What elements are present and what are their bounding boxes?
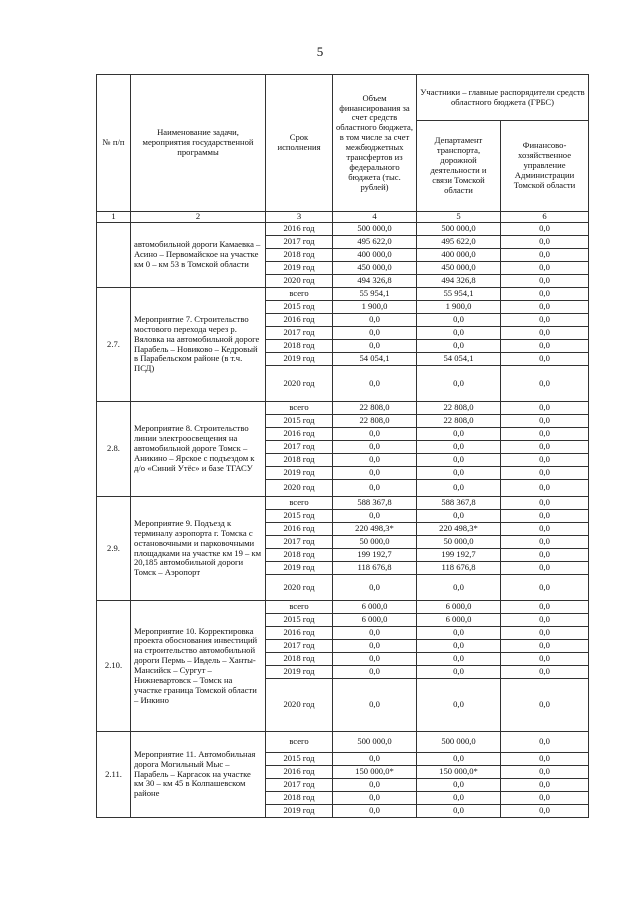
volume-cell: 450 000,0 (333, 262, 417, 275)
dept-cell: 54 054,1 (417, 353, 501, 366)
term-cell: 2020 год (266, 366, 333, 402)
volume-cell: 0,0 (333, 441, 417, 454)
admin-cell: 0,0 (501, 249, 589, 262)
index-cell: 5 (417, 212, 501, 223)
term-cell: 2018 год (266, 653, 333, 666)
admin-cell: 0,0 (501, 428, 589, 441)
volume-cell: 400 000,0 (333, 249, 417, 262)
dept-cell: 0,0 (417, 627, 501, 640)
dept-cell: 494 326,8 (417, 275, 501, 288)
volume-cell: 0,0 (333, 653, 417, 666)
term-cell: 2015 год (266, 301, 333, 314)
item-number: 2.11. (97, 732, 131, 818)
admin-cell: 0,0 (501, 614, 589, 627)
dept-cell: 55 954,1 (417, 288, 501, 301)
page-number: 5 (316, 44, 324, 59)
dept-cell: 588 367,8 (417, 497, 501, 510)
admin-cell: 0,0 (501, 640, 589, 653)
admin-cell: 0,0 (501, 340, 589, 353)
admin-cell: 0,0 (501, 314, 589, 327)
dept-cell: 22 808,0 (417, 402, 501, 415)
admin-cell: 0,0 (501, 497, 589, 510)
dept-cell: 220 498,3* (417, 523, 501, 536)
volume-cell: 0,0 (333, 753, 417, 766)
header-name: Наименование задачи, мероприятия государственной программы (131, 75, 266, 212)
task-name: Мероприятие 8. Строительство линии электроосвещения на автомобильной дороге Томск – Аникино – Ярское с подъездом к д/о «Синий Утёс» и базе ТГАСУ (131, 402, 266, 497)
item-number: 2.8. (97, 402, 131, 497)
admin-cell: 0,0 (501, 732, 589, 753)
term-cell: 2018 год (266, 792, 333, 805)
term-cell: 2017 год (266, 327, 333, 340)
term-cell: 2017 год (266, 236, 333, 249)
financing-table (96, 74, 589, 818)
dept-cell: 50 000,0 (417, 536, 501, 549)
dept-cell: 0,0 (417, 640, 501, 653)
volume-cell: 0,0 (333, 627, 417, 640)
dept-cell: 1 900,0 (417, 301, 501, 314)
term-cell: всего (266, 601, 333, 614)
admin-cell: 0,0 (501, 366, 589, 402)
admin-cell: 0,0 (501, 353, 589, 366)
dept-cell: 0,0 (417, 480, 501, 497)
term-cell: 2015 год (266, 753, 333, 766)
admin-cell: 0,0 (501, 536, 589, 549)
admin-cell: 0,0 (501, 510, 589, 523)
term-cell: 2016 год (266, 223, 333, 236)
term-cell: 2019 год (266, 353, 333, 366)
dept-cell: 0,0 (417, 467, 501, 480)
index-cell: 1 (97, 212, 131, 223)
volume-cell: 0,0 (333, 428, 417, 441)
term-cell: 2018 год (266, 249, 333, 262)
volume-cell: 50 000,0 (333, 536, 417, 549)
table-row (97, 601, 589, 614)
table-row (97, 402, 589, 415)
dept-cell: 118 676,8 (417, 562, 501, 575)
dept-cell: 0,0 (417, 314, 501, 327)
admin-cell: 0,0 (501, 223, 589, 236)
admin-cell: 0,0 (501, 792, 589, 805)
admin-cell: 0,0 (501, 288, 589, 301)
dept-cell: 400 000,0 (417, 249, 501, 262)
dept-cell: 0,0 (417, 428, 501, 441)
dept-cell: 6 000,0 (417, 614, 501, 627)
index-cell: 4 (333, 212, 417, 223)
admin-cell: 0,0 (501, 480, 589, 497)
volume-cell: 0,0 (333, 805, 417, 818)
header-dept: Департамент транспорта, дорожной деятельности и связи Томской области (417, 121, 501, 212)
term-cell: 2019 год (266, 262, 333, 275)
table-row (97, 223, 589, 236)
volume-cell: 0,0 (333, 792, 417, 805)
dept-cell: 0,0 (417, 327, 501, 340)
volume-cell: 220 498,3* (333, 523, 417, 536)
volume-cell: 6 000,0 (333, 614, 417, 627)
task-name: Мероприятие 11. Автомобильная дорога Могильный Мыс – Парабель – Каргасок на участке км 30 – км 45 в Колпашевском районе (131, 732, 266, 818)
volume-cell: 494 326,8 (333, 275, 417, 288)
header-num: № п/п (97, 75, 131, 212)
term-cell: 2015 год (266, 415, 333, 428)
dept-cell: 0,0 (417, 805, 501, 818)
admin-cell: 0,0 (501, 275, 589, 288)
admin-cell: 0,0 (501, 653, 589, 666)
volume-cell: 118 676,8 (333, 562, 417, 575)
dept-cell: 150 000,0* (417, 766, 501, 779)
dept-cell: 0,0 (417, 340, 501, 353)
volume-cell: 0,0 (333, 340, 417, 353)
volume-cell: 22 808,0 (333, 415, 417, 428)
dept-cell: 22 808,0 (417, 415, 501, 428)
dept-cell: 0,0 (417, 792, 501, 805)
term-cell: 2019 год (266, 805, 333, 818)
dept-cell: 199 192,7 (417, 549, 501, 562)
volume-cell: 55 954,1 (333, 288, 417, 301)
dept-cell: 0,0 (417, 441, 501, 454)
index-cell: 2 (131, 212, 266, 223)
term-cell: 2016 год (266, 523, 333, 536)
task-name: Мероприятие 7. Строительство мостового перехода через р. Вяловка на автомобильной дороге Парабель – Новиково – Кедровый в Парабельском районе (в т.ч. ПСД) (131, 288, 266, 402)
term-cell: 2020 год (266, 275, 333, 288)
volume-cell: 0,0 (333, 779, 417, 792)
task-name: автомобильной дороги Камаевка – Асино – Первомайское на участке км 0 – км 53 в Томской области (131, 223, 266, 288)
admin-cell: 0,0 (501, 402, 589, 415)
header-volume: Объем финансирования за счет средств областного бюджета, в том числе за счет межбюджетных трансфертов из федерального бюджета (тыс. рублей) (333, 75, 417, 212)
volume-cell: 6 000,0 (333, 601, 417, 614)
term-cell: 2017 год (266, 779, 333, 792)
admin-cell: 0,0 (501, 454, 589, 467)
term-cell: 2019 год (266, 467, 333, 480)
dept-cell: 6 000,0 (417, 601, 501, 614)
header-term: Срок исполнения (266, 75, 333, 212)
dept-cell: 0,0 (417, 679, 501, 732)
admin-cell: 0,0 (501, 467, 589, 480)
volume-cell: 54 054,1 (333, 353, 417, 366)
admin-cell: 0,0 (501, 627, 589, 640)
term-cell: 2016 год (266, 428, 333, 441)
admin-cell: 0,0 (501, 753, 589, 766)
admin-cell: 0,0 (501, 262, 589, 275)
admin-cell: 0,0 (501, 327, 589, 340)
term-cell: всего (266, 402, 333, 415)
admin-cell: 0,0 (501, 301, 589, 314)
dept-cell: 0,0 (417, 666, 501, 679)
table-row (97, 732, 589, 753)
dept-cell: 500 000,0 (417, 223, 501, 236)
index-cell: 6 (501, 212, 589, 223)
dept-cell: 495 622,0 (417, 236, 501, 249)
admin-cell: 0,0 (501, 562, 589, 575)
term-cell: 2020 год (266, 679, 333, 732)
term-cell: 2020 год (266, 575, 333, 601)
admin-cell: 0,0 (501, 415, 589, 428)
term-cell: 2018 год (266, 340, 333, 353)
header-participants: Участники – главные распорядители средств областного бюджета (ГРБС) (417, 75, 589, 121)
task-name: Мероприятие 9. Подъезд к терминалу аэропорта г. Томска с остановочными и парковочными площадками на участке км 19 – км 20,185 автомобильной дороги Томск – Аэропорт (131, 497, 266, 601)
volume-cell: 22 808,0 (333, 402, 417, 415)
table-row (97, 288, 589, 301)
term-cell: 2015 год (266, 614, 333, 627)
volume-cell: 0,0 (333, 314, 417, 327)
admin-cell: 0,0 (501, 441, 589, 454)
admin-cell: 0,0 (501, 779, 589, 792)
dept-cell: 500 000,0 (417, 732, 501, 753)
term-cell: 2019 год (266, 562, 333, 575)
item-number: 2.10. (97, 601, 131, 732)
admin-cell: 0,0 (501, 549, 589, 562)
volume-cell: 0,0 (333, 480, 417, 497)
item-number: 2.9. (97, 497, 131, 601)
admin-cell: 0,0 (501, 523, 589, 536)
volume-cell: 199 192,7 (333, 549, 417, 562)
volume-cell: 150 000,0* (333, 766, 417, 779)
dept-cell: 0,0 (417, 575, 501, 601)
term-cell: 2019 год (266, 666, 333, 679)
term-cell: 2015 год (266, 510, 333, 523)
volume-cell: 0,0 (333, 467, 417, 480)
term-cell: всего (266, 497, 333, 510)
admin-cell: 0,0 (501, 679, 589, 732)
volume-cell: 500 000,0 (333, 223, 417, 236)
admin-cell: 0,0 (501, 805, 589, 818)
volume-cell: 0,0 (333, 366, 417, 402)
dept-cell: 0,0 (417, 653, 501, 666)
volume-cell: 1 900,0 (333, 301, 417, 314)
header-admin: Финансово-хозяйственное управление Администрации Томской области (501, 121, 589, 212)
term-cell: 2018 год (266, 454, 333, 467)
volume-cell: 500 000,0 (333, 732, 417, 753)
dept-cell: 450 000,0 (417, 262, 501, 275)
item-number: 2.7. (97, 288, 131, 402)
term-cell: 2018 год (266, 549, 333, 562)
volume-cell: 495 622,0 (333, 236, 417, 249)
volume-cell: 588 367,8 (333, 497, 417, 510)
volume-cell: 0,0 (333, 640, 417, 653)
volume-cell: 0,0 (333, 575, 417, 601)
dept-cell: 0,0 (417, 366, 501, 402)
admin-cell: 0,0 (501, 666, 589, 679)
item-number (97, 223, 131, 288)
dept-cell: 0,0 (417, 753, 501, 766)
admin-cell: 0,0 (501, 236, 589, 249)
volume-cell: 0,0 (333, 510, 417, 523)
term-cell: 2016 год (266, 627, 333, 640)
term-cell: 2017 год (266, 441, 333, 454)
table-row (97, 497, 589, 510)
volume-cell: 0,0 (333, 666, 417, 679)
term-cell: 2020 год (266, 480, 333, 497)
dept-cell: 0,0 (417, 779, 501, 792)
volume-cell: 0,0 (333, 327, 417, 340)
index-cell: 3 (266, 212, 333, 223)
volume-cell: 0,0 (333, 454, 417, 467)
term-cell: всего (266, 732, 333, 753)
volume-cell: 0,0 (333, 679, 417, 732)
dept-cell: 0,0 (417, 510, 501, 523)
admin-cell: 0,0 (501, 575, 589, 601)
term-cell: всего (266, 288, 333, 301)
term-cell: 2016 год (266, 314, 333, 327)
term-cell: 2017 год (266, 640, 333, 653)
task-name: Мероприятие 10. Корректировка проекта обоснования инвестиций на строительство автомобильной дороги Пермь – Ивдель – Ханты-Мансийск – Сургут – Нижневартовск – Томск на участке граница Томской области – Инкино (131, 601, 266, 732)
admin-cell: 0,0 (501, 766, 589, 779)
dept-cell: 0,0 (417, 454, 501, 467)
term-cell: 2017 год (266, 536, 333, 549)
term-cell: 2016 год (266, 766, 333, 779)
admin-cell: 0,0 (501, 601, 589, 614)
